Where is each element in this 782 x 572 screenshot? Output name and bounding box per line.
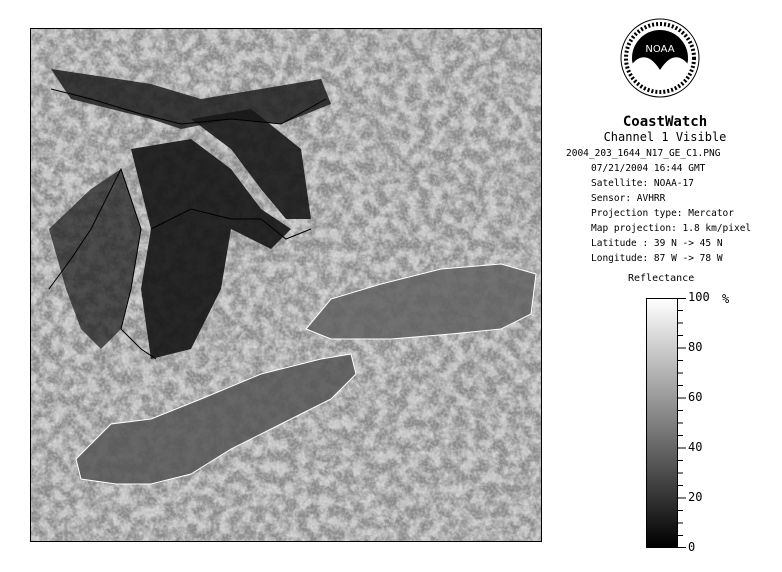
- satellite-image: [30, 28, 542, 542]
- colorbar-tick-label: 40: [688, 440, 703, 454]
- map-projection: Map projection: 1.8 km/pixel: [591, 223, 752, 234]
- noaa-logo: [620, 18, 700, 98]
- legend-title: Reflectance: [628, 273, 695, 284]
- satellite-map: [31, 29, 542, 542]
- colorbar-tick-label: 60: [688, 390, 703, 404]
- colorbar-tick-label: 0: [688, 540, 696, 554]
- filename: 2004_203_1644_N17_GE_C1.PNG: [566, 148, 721, 159]
- colorbar-ticks: [678, 298, 738, 548]
- datetime: 07/21/2004 16:44 GMT: [591, 163, 706, 174]
- channel-name: Channel 1 Visible: [603, 130, 727, 144]
- colorbar-tick-label: 20: [688, 490, 703, 504]
- projection-type: Projection type: Mercator: [591, 208, 734, 219]
- metadata-block: [566, 146, 776, 266]
- app-name: CoastWatch: [622, 114, 708, 130]
- noaa-logo-icon: [620, 18, 700, 98]
- sensor: Sensor: AVHRR: [591, 193, 666, 204]
- reflectance-colorbar: [646, 298, 678, 548]
- satellite: Satellite: NOAA-17: [591, 178, 694, 189]
- legend-unit: %: [722, 292, 730, 306]
- longitude: Longitude: 87 W -> 78 W: [591, 253, 723, 264]
- colorbar-tick-label: 80: [688, 340, 703, 354]
- noaa-logo-text: NOAA: [645, 44, 675, 55]
- colorbar-tick-label: 100: [688, 290, 710, 304]
- latitude: Latitude : 39 N -> 45 N: [591, 238, 723, 249]
